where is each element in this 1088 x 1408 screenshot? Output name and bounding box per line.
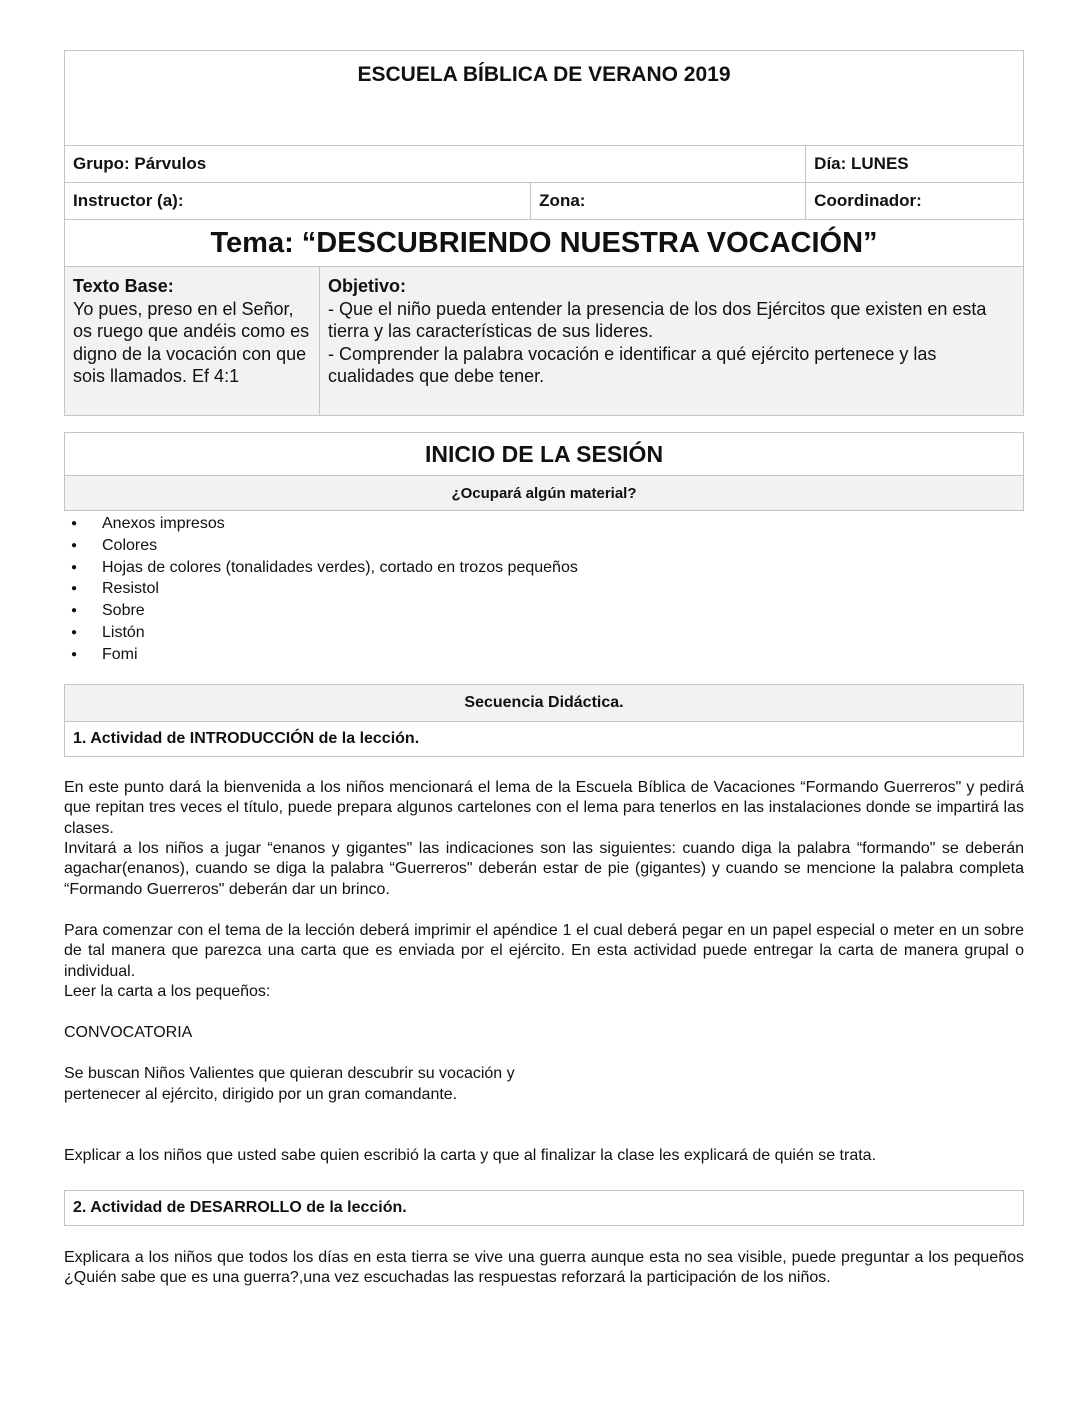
material-label: Colores bbox=[102, 536, 158, 554]
bullet-icon: ● bbox=[71, 539, 78, 551]
activity-2-title: 2. Actividad de DESARROLLO de la lección. bbox=[65, 1191, 1024, 1226]
theme-title: Tema: “DESCUBRIENDO NUESTRA VOCACIÓN” bbox=[65, 220, 1024, 267]
activity-2-paragraph: Explicara a los niños que todos los días en esta tierra se vive una guerra aunque esta no sea visible, puede preguntar a los pequeños ¿Quién sabe que es una guerra?,una vez escuchadas las respuestas reforzará la participación de los niños. bbox=[64, 1249, 1024, 1287]
sequence-table bbox=[64, 684, 1024, 757]
material-label: Resistol bbox=[102, 580, 159, 598]
list-item bbox=[64, 557, 578, 579]
base-text-title: Texto Base: bbox=[73, 276, 174, 296]
session-title: INICIO DE LA SESIÓN bbox=[65, 433, 1024, 476]
day-label: Día: LUNES bbox=[806, 146, 1024, 183]
material-label: Hojas de colores (tonalidades verdes), cortado en trozos pequeños bbox=[102, 558, 578, 576]
objective-title: Objetivo: bbox=[328, 276, 407, 296]
list-item bbox=[64, 622, 578, 644]
material-label: Sobre bbox=[102, 602, 145, 620]
activity-1-paragraph: Invitará a los niños a jugar “enanos y gigantes" las indicaciones son las siguientes: cuando diga la palabra “formando" se deberán agachar(enanos), cuando se diga la palabra “Guerreros" deberán estar de pie (gigantes) y cuando se mencione la palabra completa “Formando Guerreros" deberán dar un brinco. bbox=[64, 840, 1024, 898]
zone-label: Zona: bbox=[531, 183, 806, 220]
bullet-icon: ● bbox=[71, 648, 78, 660]
material-question: ¿Ocupará algún material? bbox=[65, 476, 1024, 511]
coordinator-label: Coordinador: bbox=[806, 183, 1024, 220]
objective-item: - Comprender la palabra vocación e identificar a qué ejército pertenece y las cualidades que debe tener. bbox=[328, 343, 937, 386]
activity-1-title: 1. Actividad de INTRODUCCIÓN de la lección. bbox=[65, 722, 1024, 757]
school-title: ESCUELA BÍBLICA DE VERANO 2019 bbox=[65, 51, 1024, 146]
convocatoria-line: Se buscan Niños Valientes que quieran descubrir su vocación y bbox=[64, 1065, 515, 1082]
bullet-icon: ● bbox=[71, 561, 78, 573]
header-table bbox=[64, 50, 1024, 416]
bullet-icon: ● bbox=[71, 583, 78, 595]
materials-list bbox=[64, 513, 578, 666]
convocatoria-line: pertenecer al ejército, dirigido por un gran comandante. bbox=[64, 1086, 458, 1103]
list-item bbox=[64, 578, 578, 600]
activity-1-paragraph: Para comenzar con el tema de la lección deberá imprimir el apéndice 1 el cual deberá pegar en un papel especial o meter en un sobre de tal manera que parezca una carta que es enviada por el ejército. En esta actividad puede entregar la carta de manera grupal o individual. bbox=[64, 922, 1024, 980]
material-label: Anexos impresos bbox=[102, 515, 225, 532]
list-item bbox=[64, 644, 578, 666]
bullet-icon: ● bbox=[71, 605, 78, 617]
list-item bbox=[64, 513, 578, 535]
activity-2-table bbox=[64, 1190, 1024, 1226]
bullet-icon: ● bbox=[71, 518, 78, 529]
bullet-icon: ● bbox=[71, 626, 78, 638]
base-text-verse: Yo pues, preso en el Señor, os ruego que andéis como es digno de la vocación con que sois llamados. Ef 4:1 bbox=[73, 298, 310, 386]
objective-cell bbox=[320, 267, 1024, 416]
objective-item: - Que el niño pueda entender la presencia de los dos Ejércitos que existen en esta tierra y las características de sus lideres. bbox=[328, 298, 987, 341]
sequence-title: Secuencia Didáctica. bbox=[65, 685, 1024, 722]
base-text-cell bbox=[65, 267, 320, 416]
activity-1-paragraph: En este punto dará la bienvenida a los niños mencionará el lema de la Escuela Bíblica de Vacaciones “Formando Guerreros" y pedirá que repitan tres veces el título, puede prepara algunos cartelones con el lema para tenerlos en las instalaciones donde se impartirá las clases. bbox=[64, 779, 1024, 837]
group-label: Grupo: Párvulos bbox=[65, 146, 806, 183]
activity-1-paragraph: Leer la carta a los pequeños: bbox=[64, 983, 271, 1000]
material-label: Fomi bbox=[102, 645, 138, 663]
list-item bbox=[64, 600, 578, 622]
convocatoria-title: CONVOCATORIA bbox=[64, 1024, 193, 1041]
session-table bbox=[64, 432, 1024, 511]
list-item bbox=[64, 535, 578, 557]
activity-1-paragraph: Explicar a los niños que usted sabe quien escribió la carta y que al finalizar la clase les explicará de quién se trata. bbox=[64, 1147, 877, 1164]
instructor-label: Instructor (a): bbox=[65, 183, 531, 220]
material-label: Listón bbox=[102, 623, 145, 641]
